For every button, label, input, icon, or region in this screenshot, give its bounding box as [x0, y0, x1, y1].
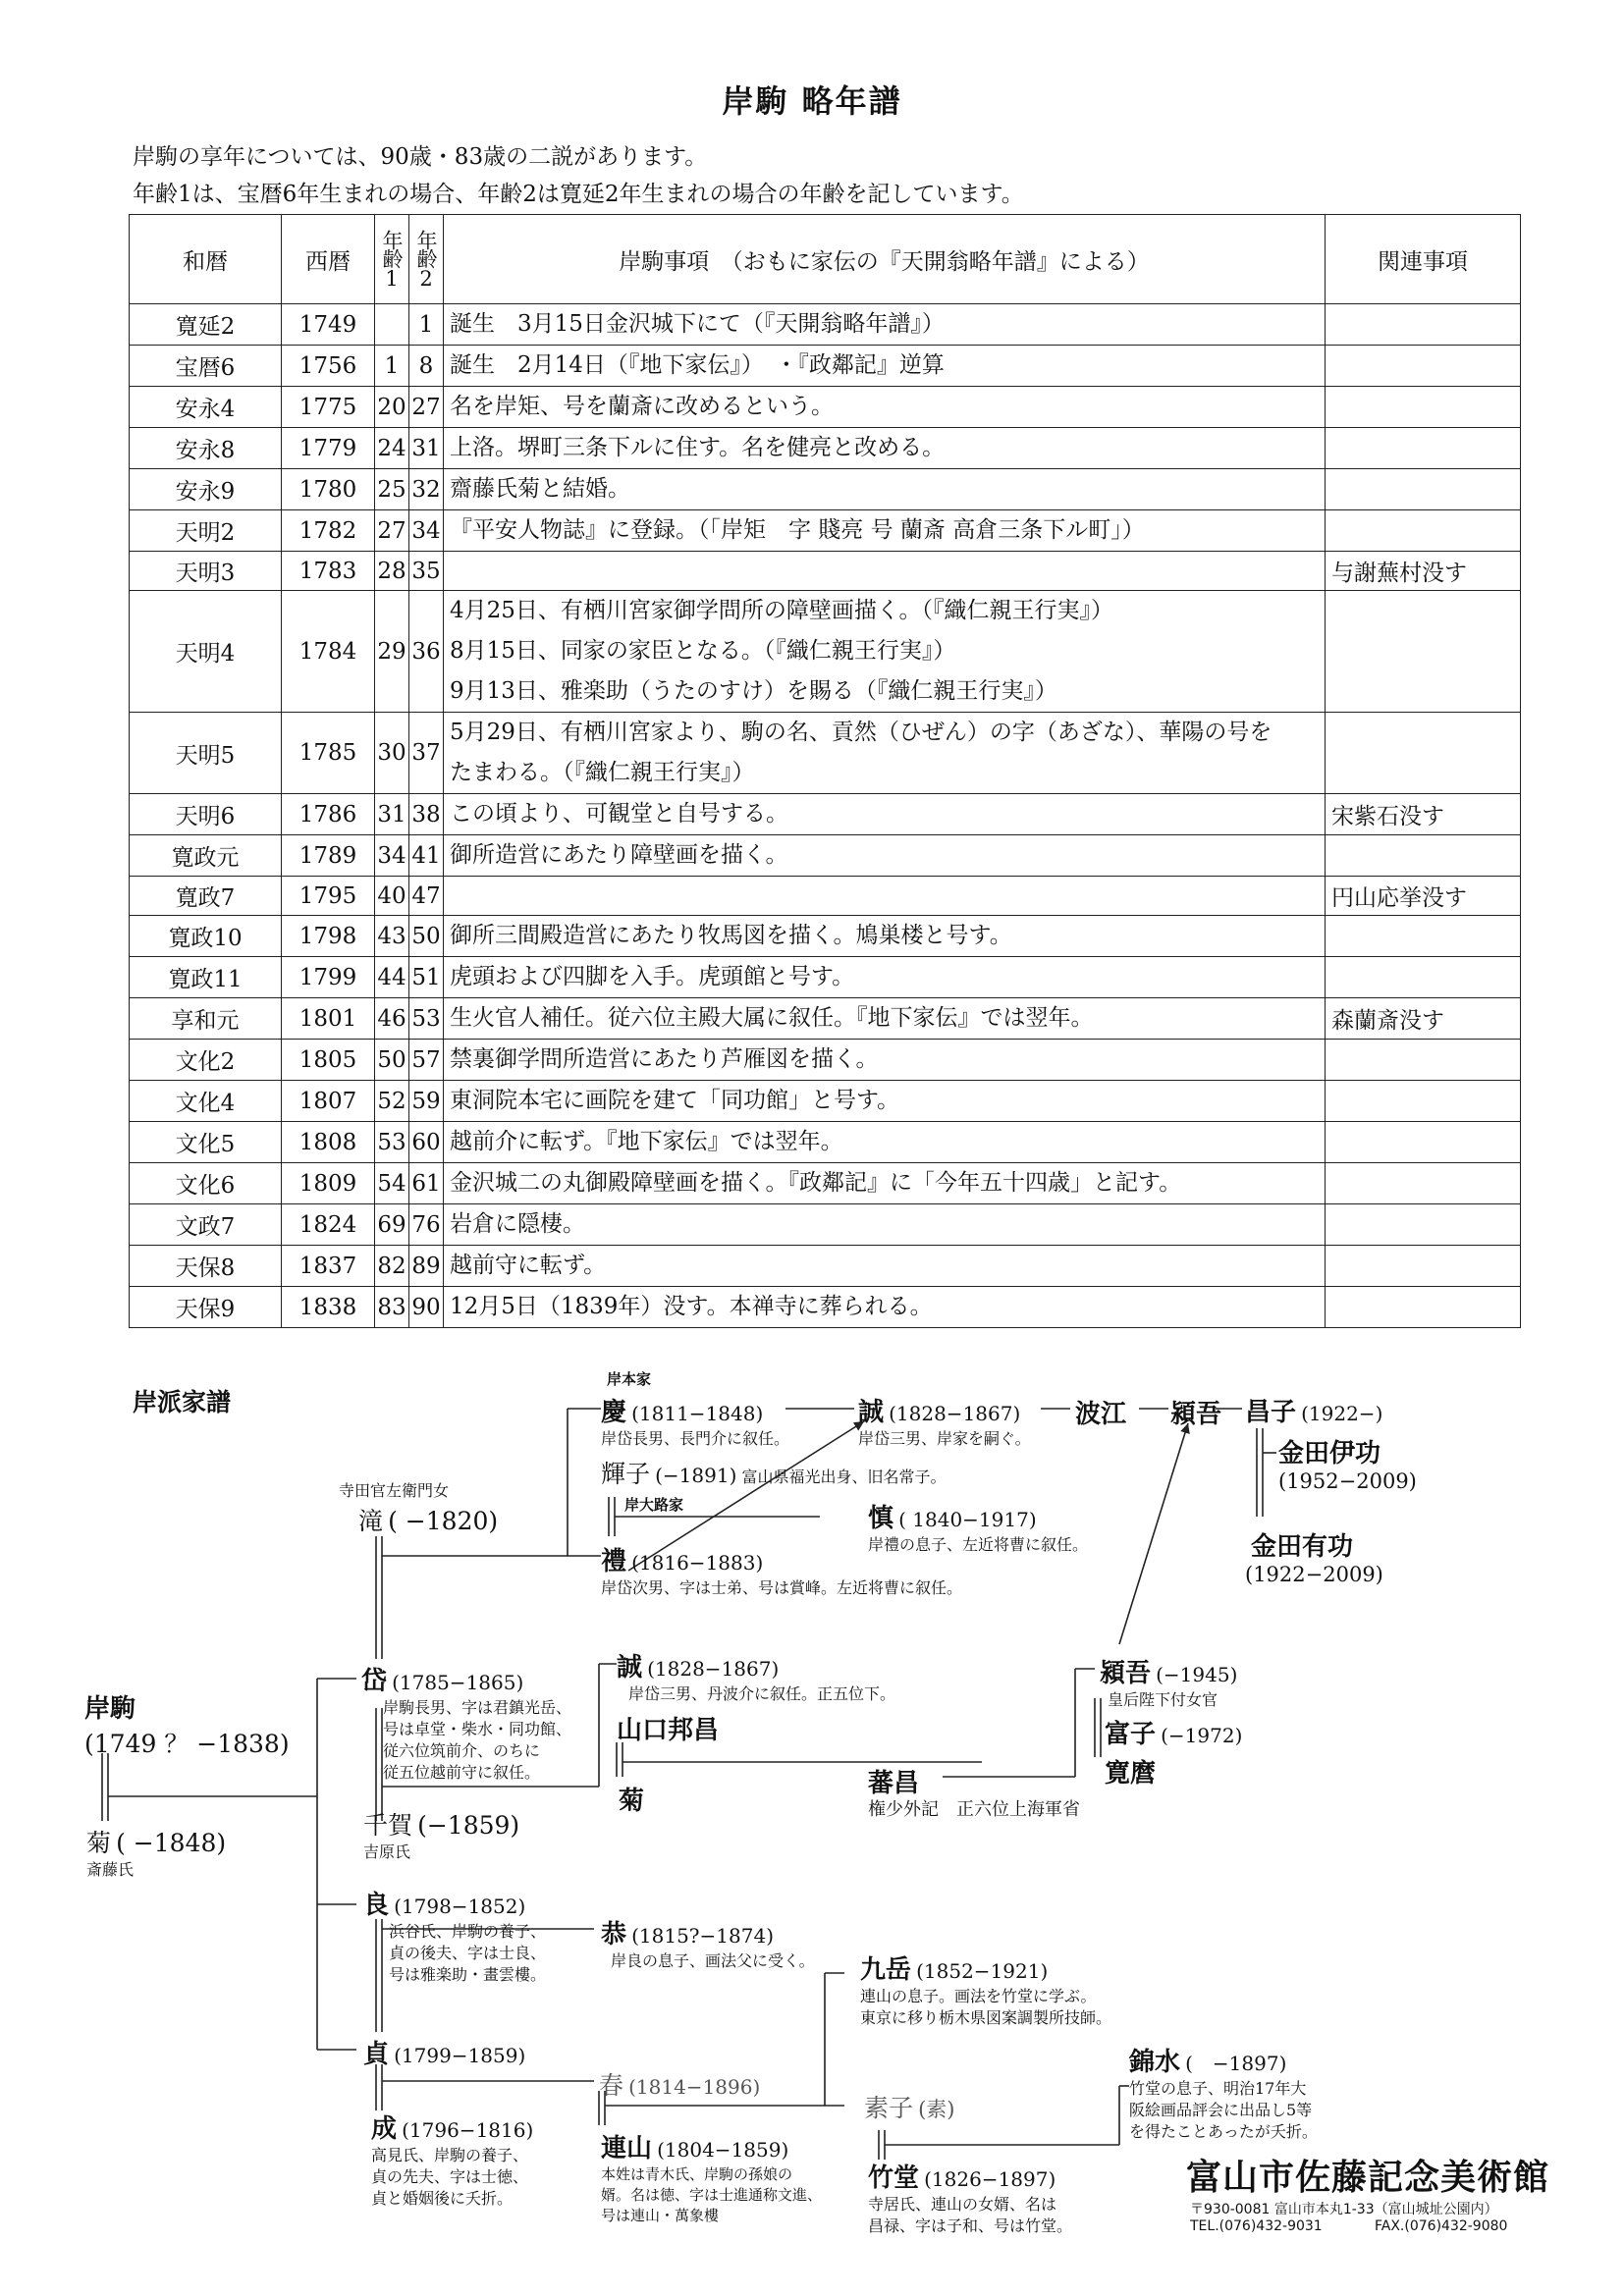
cell-age1: 29 — [375, 591, 409, 713]
cell-event: 5月29日、有栖川宮家より、駒の名、貢然（ひぜん）の字（あざな）、華陽の号を たまわる。（『織仁親王行実』） — [444, 713, 1326, 794]
person-eigo-top — [1170, 1394, 1221, 1430]
cell-year: 1808 — [282, 1122, 375, 1163]
cell-age2: 57 — [409, 1040, 444, 1081]
kinsui-dates: ( −1897) — [1185, 2052, 1287, 2075]
ganku-dates: (1749 ？ −1838) — [84, 1730, 290, 1758]
makoto-top-note: 岸岱三男、岸家を嗣ぐ。 — [858, 1429, 1031, 1448]
motoko-name: 素子 — [864, 2094, 914, 2122]
cell-wareki: 寛政7 — [130, 877, 282, 916]
makoto-top-dates: (1828−1867) — [889, 1402, 1021, 1425]
cell-wareki: 寛延2 — [130, 304, 282, 346]
renzan-name: 連山 — [601, 2134, 653, 2163]
person-kugaku — [860, 1949, 1111, 2029]
shin-dates: ( 1840−1917) — [898, 1508, 1037, 1531]
cell-wareki: 天明4 — [130, 591, 282, 713]
person-renzan — [601, 2128, 822, 2226]
person-haru — [599, 2066, 760, 2102]
header-related: 関連事項 — [1326, 215, 1521, 304]
cell-age2: 59 — [409, 1081, 444, 1122]
cell-year: 1805 — [282, 1040, 375, 1081]
tomiko-dates: (−1972) — [1161, 1724, 1243, 1747]
cell-year: 1838 — [282, 1287, 375, 1328]
person-kaneda-yuko — [1245, 1526, 1383, 1586]
person-kiku2 — [619, 1781, 644, 1817]
chika-note: 吉原氏 — [363, 1842, 411, 1861]
cell-age1: 82 — [375, 1246, 409, 1287]
cell-wareki: 天明3 — [130, 552, 282, 591]
makoto-mid-name: 誠 — [617, 1653, 643, 1682]
cell-wareki: 文政7 — [130, 1204, 282, 1246]
sei-name: 成 — [371, 2114, 398, 2144]
cell-age2: 61 — [409, 1163, 444, 1204]
cell-year: 1749 — [282, 304, 375, 346]
person-masako — [1245, 1392, 1382, 1428]
cell-year: 1824 — [282, 1204, 375, 1246]
kiku-name: 菊 — [86, 1829, 112, 1857]
person-sei — [371, 2109, 533, 2210]
eigo-mid-note: 皇后陛下付女官 — [1108, 1690, 1218, 1709]
header-wareki: 和暦 — [130, 215, 282, 304]
cell-age2: 53 — [409, 998, 444, 1040]
cell-event: 名を岸矩、号を蘭斎に改めるという。 — [444, 387, 1326, 428]
cell-age1: 54 — [375, 1163, 409, 1204]
cell-age1: 30 — [375, 713, 409, 794]
museum-name: 富山市佐藤記念美術館 — [1186, 2157, 1550, 2198]
kaneda-iko-dates: (1952−2009) — [1278, 1469, 1417, 1493]
kinsui-name: 錦水 — [1129, 2048, 1181, 2077]
okuji-house-label: 岸大路家 — [624, 1496, 684, 1514]
rei-dates: (1816−1883) — [631, 1551, 764, 1575]
intro-line-1: 岸駒の享年については、90歳・83歳の二説があります。 — [133, 144, 708, 170]
kaneda-yuko-name: 金田有功 — [1251, 1532, 1354, 1562]
person-tai — [361, 1661, 571, 1784]
cell-related: 宋紫石没す — [1326, 794, 1521, 835]
person-taki — [339, 1480, 498, 1537]
cell-event: 4月25日、有栖川宮家御学問所の障壁画描く。（『織仁親王行実』） 8月15日、同家の家臣となる。（『織仁親王行実』） 9月13日、雅楽助（うたのすけ）を賜る（『織仁親王行実』） — [444, 591, 1326, 713]
cell-age1: 44 — [375, 957, 409, 998]
cell-event: 虎頭および四脚を入手。虎頭館と号す。 — [444, 957, 1326, 998]
cell-age2: 37 — [409, 713, 444, 794]
teruko-dates: (−1891) — [655, 1464, 737, 1487]
cell-age2: 60 — [409, 1122, 444, 1163]
kugaku-note: 連山の息子。画法を竹堂に学ぶ。 東京に移り栃木県図案調製所技師。 — [860, 1987, 1112, 2027]
cell-wareki: 文化2 — [130, 1040, 282, 1081]
cell-wareki: 文化4 — [130, 1081, 282, 1122]
cell-related: 円山応挙没す — [1326, 877, 1521, 916]
sei-note: 高見氏、岸駒の養子、 貞の先夫、字は士徳、 貞と婚姻後に夭折。 — [371, 2146, 529, 2208]
cell-event: 生火官人補任。従六位主殿大属に叙任。『地下家伝』では翌年。 — [444, 998, 1326, 1040]
kei-note: 岸岱長男、長門介に叙任。 — [601, 1429, 790, 1448]
cell-wareki: 文化5 — [130, 1122, 282, 1163]
kei-dates: (1811−1848) — [631, 1402, 764, 1425]
cell-wareki: 享和元 — [130, 998, 282, 1040]
cell-age1: 34 — [375, 835, 409, 877]
main-house-label: 岸本家 — [607, 1370, 652, 1388]
page-title: 岸駒 略年譜 — [722, 82, 902, 120]
kinsui-note: 竹堂の息子、明治17年大 阪絵画品評会に出品し5等 を得たことあったが夭折。 — [1129, 2079, 1318, 2141]
eigo-mid-dates: (−1945) — [1156, 1663, 1238, 1686]
person-shigemasa — [868, 1763, 1080, 1821]
cell-event: 越前介に転ず。『地下家伝』では翌年。 — [444, 1122, 1326, 1163]
cell-year: 1837 — [282, 1246, 375, 1287]
person-kei — [601, 1392, 789, 1450]
kanma-name: 寛麿 — [1105, 1759, 1157, 1789]
taki-name: 滝 — [358, 1507, 384, 1535]
cell-age1: 25 — [375, 469, 409, 510]
cell-age2: 90 — [409, 1287, 444, 1328]
chikudo-dates: (1826−1897) — [924, 2167, 1056, 2191]
person-eigo-mid — [1100, 1653, 1237, 1711]
sei-dates: (1796−1816) — [402, 2118, 534, 2142]
hae-name: 波江 — [1075, 1400, 1127, 1429]
makoto-mid-dates: (1828−1867) — [647, 1657, 780, 1681]
cell-year: 1786 — [282, 794, 375, 835]
cell-age1: 52 — [375, 1081, 409, 1122]
ganku-name: 岸駒 — [84, 1694, 136, 1724]
cell-event: 東洞院本宅に画院を建て「同功館」と号す。 — [444, 1081, 1326, 1122]
tai-dates: (1785−1865) — [392, 1671, 524, 1694]
person-tomiko — [1105, 1714, 1242, 1750]
cell-wareki: 天明2 — [130, 510, 282, 552]
kei-name: 慶 — [601, 1398, 627, 1427]
cell-event: この頃より、可観堂と自号する。 — [444, 794, 1326, 835]
cell-age2: 47 — [409, 877, 444, 916]
ryo-note: 浜谷氏、岸駒の養子、 貞の後夫、字は士良、 号は雅楽助・畫雲樓。 — [389, 1922, 547, 1984]
cell-age1: 83 — [375, 1287, 409, 1328]
makoto-top-name: 誠 — [858, 1398, 885, 1427]
cell-event: 金沢城二の丸御殿障壁画を描く。『政鄰記』に「今年五十四歳」と記す。 — [444, 1163, 1326, 1204]
person-kyo — [601, 1914, 815, 1972]
kaneda-yuko-dates: (1922−2009) — [1245, 1563, 1383, 1586]
masako-name: 昌子 — [1245, 1398, 1297, 1427]
cell-age2: 35 — [409, 552, 444, 591]
person-hae — [1075, 1394, 1126, 1430]
cell-year: 1799 — [282, 957, 375, 998]
rei-name: 禮 — [601, 1547, 627, 1576]
cell-age2: 51 — [409, 957, 444, 998]
cell-age1: 31 — [375, 794, 409, 835]
masako-dates: (1922−) — [1301, 1402, 1383, 1425]
eigo-top-name: 潁吾 — [1170, 1400, 1222, 1429]
cell-age1: 46 — [375, 998, 409, 1040]
rei-note: 岸岱次男、字は士弟、号は賞峰。左近将曹に叙任。 — [601, 1578, 963, 1597]
cell-wareki: 寛政10 — [130, 916, 282, 957]
cell-wareki: 宝暦6 — [130, 346, 282, 387]
kyo-name: 恭 — [601, 1920, 627, 1949]
cell-age2: 50 — [409, 916, 444, 957]
renzan-dates: (1804−1859) — [657, 2138, 789, 2162]
cell-wareki: 天保9 — [130, 1287, 282, 1328]
kyo-note: 岸良の息子、画法父に受く。 — [611, 1951, 815, 1970]
cell-age1: 50 — [375, 1040, 409, 1081]
tomiko-name: 富子 — [1105, 1720, 1157, 1749]
chikudo-name: 竹堂 — [868, 2163, 920, 2193]
cell-year: 1756 — [282, 346, 375, 387]
cell-year: 1809 — [282, 1163, 375, 1204]
kyo-dates: (1815?−1874) — [631, 1924, 774, 1948]
person-kiku — [86, 1824, 226, 1881]
kiku-dates: ( −1848) — [116, 1829, 227, 1857]
tei-dates: (1799−1859) — [394, 2044, 526, 2067]
cell-wareki: 寛政11 — [130, 957, 282, 998]
cell-age2: 89 — [409, 1246, 444, 1287]
cell-event: 誕生 3月15日金沢城下にて（『天開翁略年譜』） — [444, 304, 1326, 346]
kiku-note: 斎藤氏 — [86, 1860, 135, 1879]
cell-event: 岩倉に隠棲。 — [444, 1204, 1326, 1246]
person-ryo — [363, 1885, 546, 1986]
header-age2: 年齢2 — [409, 215, 444, 304]
person-tei — [363, 2034, 525, 2070]
eigo-mid-name: 潁吾 — [1100, 1659, 1152, 1688]
cell-age2: 8 — [409, 346, 444, 387]
cell-year: 1784 — [282, 591, 375, 713]
cell-age2: 31 — [409, 428, 444, 469]
cell-year: 1780 — [282, 469, 375, 510]
header-seireki: 西暦 — [282, 215, 375, 304]
cell-year: 1801 — [282, 998, 375, 1040]
teruko-note: 富山県福光出身、旧名常子。 — [741, 1468, 947, 1486]
cell-age1: 69 — [375, 1204, 409, 1246]
person-ganku — [84, 1688, 290, 1760]
intro-line-2: 年齢1は、宝暦6年生まれの場合、年齢2は寛延2年生まれの場合の年齢を記しています。 — [133, 182, 1024, 207]
cell-age1: 43 — [375, 916, 409, 957]
cell-wareki: 天保8 — [130, 1246, 282, 1287]
cell-age1: 53 — [375, 1122, 409, 1163]
cell-year: 1775 — [282, 387, 375, 428]
taki-pre: 寺田官左衛門女 — [339, 1481, 450, 1500]
kugaku-name: 九岳 — [860, 1955, 912, 1985]
cell-age1: 27 — [375, 510, 409, 552]
cell-age2: 32 — [409, 469, 444, 510]
taki-dates: ( −1820) — [388, 1507, 499, 1535]
cell-wareki: 天明5 — [130, 713, 282, 794]
cell-year: 1795 — [282, 877, 375, 916]
museum-address: 〒930-0081 富山市本丸1-33（富山城址公園内） — [1190, 2202, 1498, 2217]
renzan-note: 本姓は青木氏、岸駒の孫娘の 婿。名は徳、字は士進通称文進、 号は連山・萬象樓 — [601, 2165, 823, 2224]
shin-name: 慎 — [868, 1504, 894, 1533]
tai-name: 岱 — [361, 1667, 388, 1696]
cell-age2: 41 — [409, 835, 444, 877]
header-age1: 年齢1 — [375, 215, 409, 304]
cell-age1: 20 — [375, 387, 409, 428]
cell-event: 上洛。堺町三条下ルに住す。名を健亮と改める。 — [444, 428, 1326, 469]
yamaguchi-name: 山口邦昌 — [617, 1716, 720, 1745]
cell-related: 森蘭斎没す — [1326, 998, 1521, 1040]
cell-event: 御所三間殿造営にあたり牧馬図を描く。鳩巣楼と号す。 — [444, 916, 1326, 957]
cell-age1: 40 — [375, 877, 409, 916]
person-kinsui — [1129, 2042, 1318, 2143]
shigemasa-name: 蕃昌 — [868, 1769, 920, 1798]
cell-event: 越前守に転ず。 — [444, 1246, 1326, 1287]
cell-event: 12月5日（1839年）没す。本禅寺に葬られる。 — [444, 1287, 1326, 1328]
museum-tel: TEL.(076)432-9031 — [1190, 2218, 1323, 2234]
person-motoko — [864, 2089, 955, 2124]
cell-related: 与謝蕪村没す — [1326, 552, 1521, 591]
tei-name: 貞 — [363, 2040, 390, 2069]
cell-age2: 27 — [409, 387, 444, 428]
shin-note: 岸禮の息子、左近将曹に叙任。 — [868, 1535, 1089, 1554]
cell-age2: 36 — [409, 591, 444, 713]
person-yamaguchi — [617, 1710, 719, 1746]
chika-name: 千賀 — [363, 1811, 413, 1840]
tai-note: 岸駒長男、字は君鎮光岳、 号は卓堂・柴水・同功館、 従六位筑前介、のちに 従五位越前守に叙任。 — [383, 1698, 572, 1782]
cell-wareki: 寛政元 — [130, 835, 282, 877]
header-event: 岸駒事項 （おもに家伝の『天開翁略年譜』による） — [444, 215, 1326, 304]
cell-wareki: 安永8 — [130, 428, 282, 469]
cell-age2: 34 — [409, 510, 444, 552]
ryo-name: 良 — [363, 1891, 390, 1920]
cell-age1: 24 — [375, 428, 409, 469]
cell-age2: 38 — [409, 794, 444, 835]
cell-event: 齋藤氏菊と結婚。 — [444, 469, 1326, 510]
person-kaneda-iko — [1278, 1433, 1417, 1493]
motoko-dates: (素) — [918, 2098, 955, 2121]
cell-age2: 76 — [409, 1204, 444, 1246]
person-makoto-mid — [617, 1647, 895, 1705]
cell-year: 1783 — [282, 552, 375, 591]
cell-event: 禁裏御学問所造営にあたり芦雁図を描く。 — [444, 1040, 1326, 1081]
chika-dates: (−1859) — [417, 1811, 520, 1840]
cell-event: 誕生 2月14日（『地下家伝』） ・『政鄰記』逆算 — [444, 346, 1326, 387]
person-shin — [868, 1498, 1088, 1556]
cell-event: 『平安人物誌』に登録。（「岸矩 字 賤亮 号 蘭斎 高倉三条下ル町」） — [444, 510, 1326, 552]
chikudo-note: 寺居氏、連山の女婿、名は 昌禄、字は子和、号は竹堂。 — [868, 2195, 1073, 2235]
cell-year: 1779 — [282, 428, 375, 469]
kiku2-name: 菊 — [619, 1787, 645, 1816]
cell-year: 1807 — [282, 1081, 375, 1122]
kugaku-dates: (1852−1921) — [916, 1959, 1049, 1983]
cell-year: 1782 — [282, 510, 375, 552]
cell-age1: 1 — [375, 346, 409, 387]
haru-name: 春 — [599, 2071, 624, 2100]
cell-age2: 1 — [409, 304, 444, 346]
family-tree-title: 岸派家譜 — [133, 1388, 232, 1416]
person-chika — [363, 1806, 519, 1863]
shigemasa-note: 権少外記 正六位上海軍省 — [868, 1799, 1080, 1820]
cell-wareki: 文化6 — [130, 1163, 282, 1204]
cell-wareki: 天明6 — [130, 794, 282, 835]
cell-wareki: 安永9 — [130, 469, 282, 510]
cell-event: 御所造営にあたり障壁画を描く。 — [444, 835, 1326, 877]
kaneda-iko-name: 金田伊功 — [1278, 1439, 1381, 1468]
haru-dates: (1814−1896) — [628, 2075, 761, 2099]
person-makoto-top — [858, 1392, 1031, 1450]
cell-age1: 28 — [375, 552, 409, 591]
cell-year: 1785 — [282, 713, 375, 794]
person-teruko — [601, 1455, 946, 1490]
makoto-mid-note: 岸岱三男、丹波介に叙任。正五位下。 — [628, 1684, 896, 1703]
person-chikudo — [868, 2158, 1072, 2237]
ryo-dates: (1798−1852) — [394, 1895, 526, 1918]
museum-fax: FAX.(076)432-9080 — [1375, 2218, 1508, 2234]
cell-year: 1789 — [282, 835, 375, 877]
cell-wareki: 安永4 — [130, 387, 282, 428]
teruko-name: 輝子 — [601, 1460, 651, 1488]
person-kanma — [1105, 1753, 1156, 1789]
cell-year: 1798 — [282, 916, 375, 957]
